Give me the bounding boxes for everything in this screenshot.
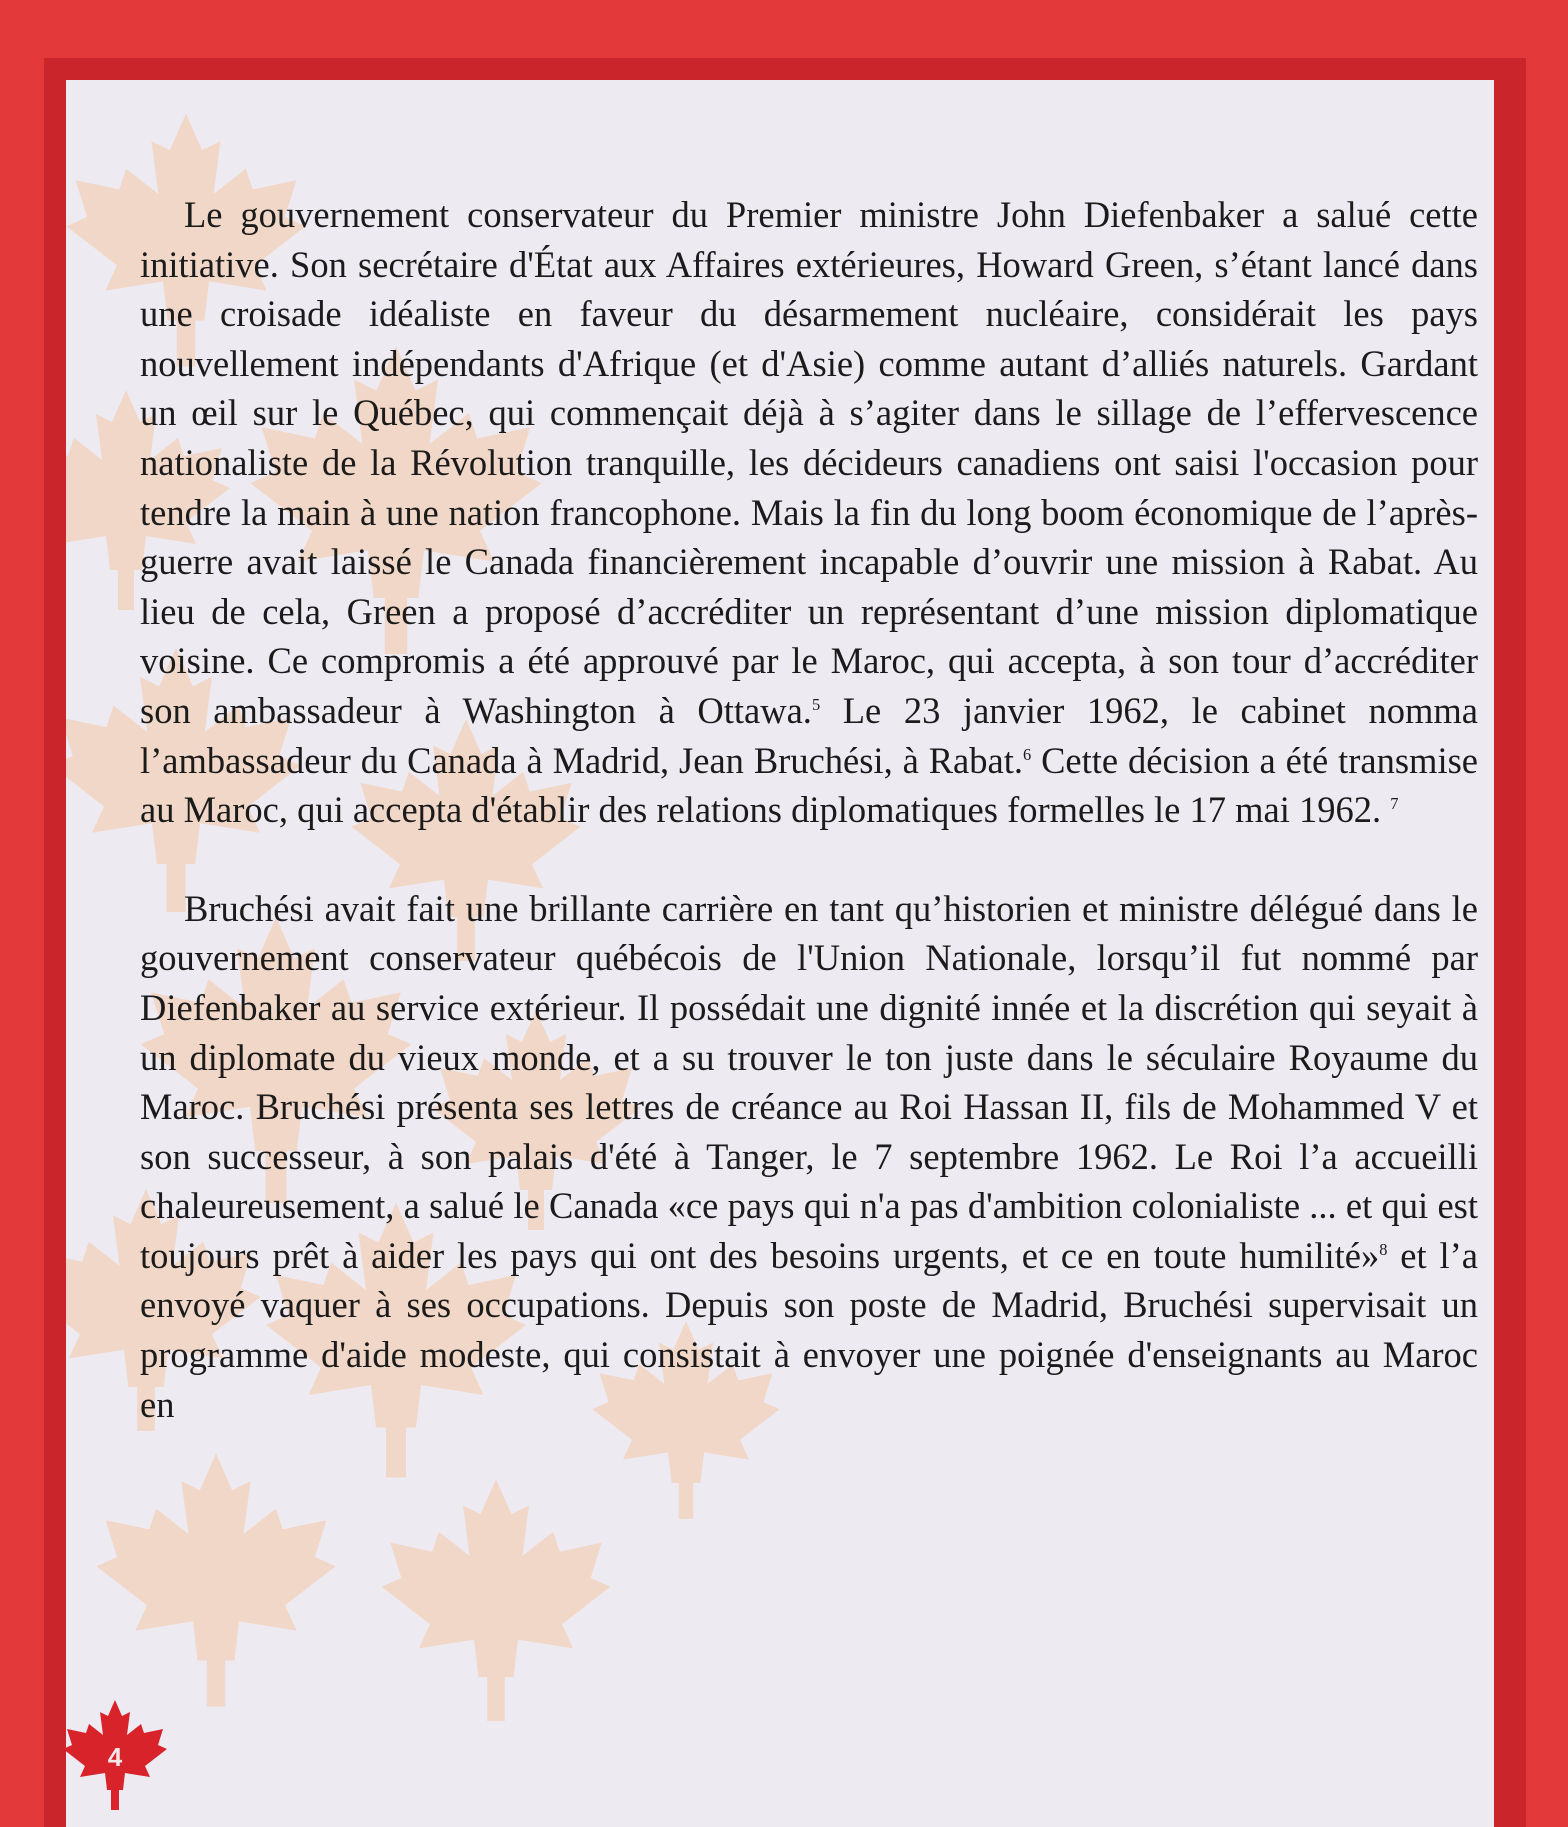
footnote-ref: 8 — [1379, 1239, 1388, 1259]
text-run: Cette décision a été transmise au Maroc, qui accepta d'établir des relations diplomatiques formelles le 17 mai 1962. — [140, 739, 1478, 831]
text-run: Le gouvernement conservateur du Premier ministre John Diefenbaker a salué cette initiative. Son secrétaire d'État aux Affaires extérieures, Howard Green, s’étant lancé dans une croisade idéaliste en faveur du désarmement nucléaire, considérait les pays nouvellement indépendants d'Afrique (et d'Asie) comme autant d’alliés naturels. Gardant un œil sur le Québec, qui commençait déjà à s’agiter dans le sillage de l’effervescence nationaliste de la Révolution tranquille, les décideurs canadiens ont saisi l'occasion pour tendre la main à une nation francophone. Mais la fin du long boom économique de l’après-guerre avait laissé le Canada financièrement incapable d’ouvrir une mission à Rabat. Au lieu de cela, Green a proposé d’accréditer un représentant d’une mission diplomatique voisine. Ce compromis a été approuvé par le Maroc, qui accepta, à son tour d’accréditer son ambassadeur à Washington à Ottawa. — [140, 194, 1478, 731]
page-panel — [66, 80, 1494, 1827]
maple-leaf-icon — [96, 1454, 335, 1707]
paragraph — [140, 190, 1478, 835]
footnote-ref: 7 — [1390, 793, 1399, 813]
text-run: Le 23 janvier 1962, le cabinet nomma l’ambassadeur du Canada à Madrid, Jean Bruchési, à Rabat. — [140, 689, 1478, 781]
maple-leaf-icon — [382, 1479, 611, 1721]
text-run: Bruchési avait fait une brillante carrière en tant qu’historien et ministre délégué dans le gouvernement conservateur québécois de l'Union Nationale, lorsqu’il fut nommé par Diefenbaker au service extérieur. Il possédait une dignité innée et la discrétion qui seyait à un diplomate du vieux monde, et a su trouver le ton juste dans le séculaire Royaume du Maroc. Bruchési présenta ses lettres de créance au Roi Hassan II, fils de Mohammed V et son successeur, à son palais d'été à Tanger, le 7 septembre 1962. Le Roi l’a accueilli chaleureusement, a salué le Canada «ce pays qui n'a pas d'ambition colonialiste ... et qui est toujours prêt à aider les pays qui ont des besoins urgents, et ce en toute humilité» — [140, 887, 1478, 1276]
page-number: 4 — [107, 1742, 123, 1772]
body-text — [140, 190, 1478, 1429]
paragraph — [140, 884, 1478, 1430]
text-run: et l’a envoyé vaquer à ses occupations. Depuis son poste de Madrid, Bruchési supervisait un programme d'aide modeste, qui consistait à envoyer une poignée d'enseignants au Maroc en — [140, 1234, 1479, 1425]
footnote-ref: 6 — [1022, 744, 1032, 764]
page-number-badge — [60, 1700, 170, 1810]
footnote-ref: 5 — [811, 694, 821, 714]
